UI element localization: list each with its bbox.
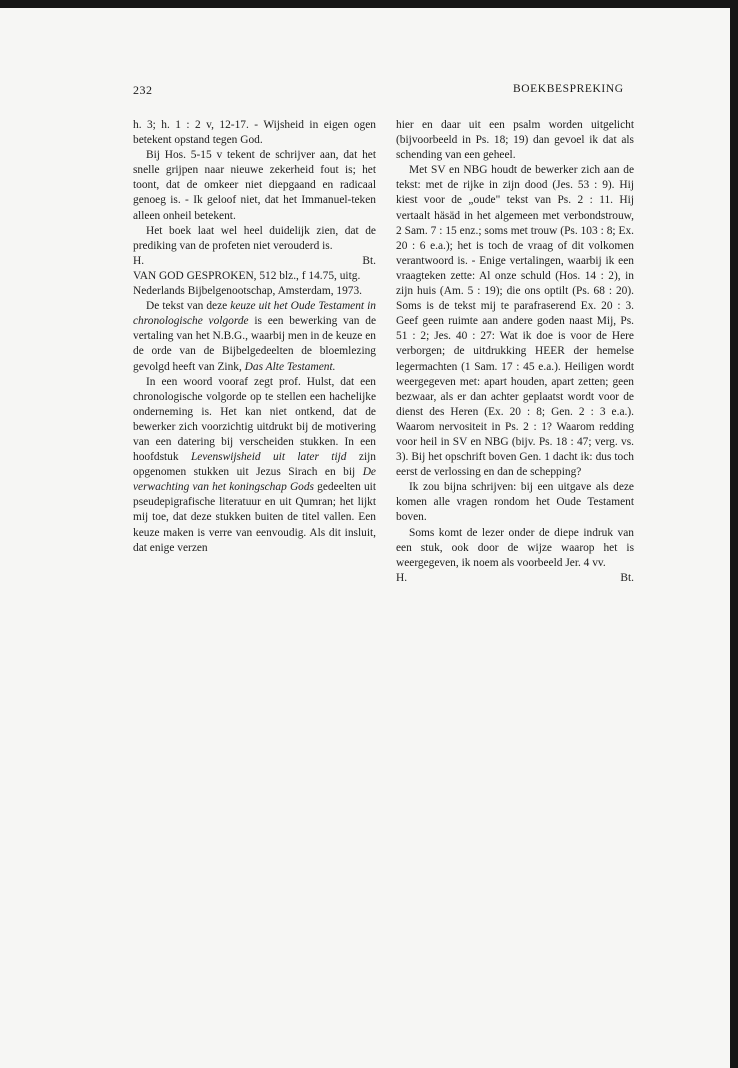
signature-author: Bt. xyxy=(362,254,376,267)
signature-author: Bt. xyxy=(620,571,634,584)
paragraph: Soms komt de lezer onder de diepe indruk van een stuk, ook door de wijze waarop het is weergegeven, ik noem als voorbeeld Jer. 4 vv. xyxy=(396,526,634,569)
review-signature xyxy=(133,254,376,269)
paragraph xyxy=(133,299,376,374)
text-run: is een bewerking van de vertaling van het N.B.G., waarbij men in de keuze en de orde van de Bijbelgedeelten de bloemlezing gevolgd heeft van Zink, xyxy=(133,315,376,373)
paragraph: hier en daar uit een psalm worden uitgelicht (bijvoorbeeld in Ps. 18; 19) dan gevoel ik dat als schending van een geheel. xyxy=(396,119,634,162)
text-run: In een woord vooraf zegt prof. Hulst, dat een chronologische volgorde op te stellen een hachelijke onderneming is. Het kan niet ontkend, dat de bewerker zich voorzichtig uitdrukt bij de motivering van een datering bij verscheiden stukken. In een hoofdstuk xyxy=(133,375,376,464)
book-reference: VAN GOD GESPROKEN, 512 blz., f 14.75, uitg. Nederlands Bijbelgenootschap, Amsterdam, 1973. xyxy=(133,269,363,298)
paragraph xyxy=(133,375,376,556)
scan-border-right xyxy=(730,0,738,1068)
paragraph: Het boek laat wel heel duidelijk zien, dat de prediking van de profeten niet verouderd is. xyxy=(133,224,376,252)
italic-title: Levenswijsheid uit later tijd xyxy=(190,451,347,464)
signature-place: H. xyxy=(133,254,145,267)
paragraph: Ik zou bijna schrijven: bij een uitgave als deze komen alle vragen rondom het Oude Testament boven. xyxy=(396,481,634,524)
text-run: De tekst van deze xyxy=(146,300,231,313)
review-signature xyxy=(396,571,634,586)
text-run: gedeelten uit pseudepigrafische literatuur en uit Qumran; het lijkt mij toe, dat deze stukken buiten de titel vallen. Een keuze maken is verre van eenvoudig. Als dit insluit, dat enige verzen xyxy=(133,481,377,554)
paragraph: Met SV en NBG houdt de bewerker zich aan de tekst: met de rijke in zijn dood (Jes. 53 : 9). Hij kiest voor de „oude" tekst van Ps. 2 : 11. Hij vertaalt häsäd in het algemeen met verbondstrouw, 2 Sam. 7 : 15 enz.; soms met trouw (Ps. 103 : 8; Ex. 20 : 6 e.a.); het is toch de vraag of dit volkomen verantwoord is. - Enige vertalingen, waarbij ik een vraagteken zette: Al onze schuld (Hos. 14 : 2), in zijn huis (Am. 5 : 19); die ons optilt (Ps. 68 : 20). Soms is de tekst mij te parafraserend Ex. 20 : 3. Geef geen ruimte aan andere goden naast Mij, Ps. 51 : 2; Jes. 40 : 27: Wat ik doe is voor de Here verborgen; de uitdrukking HEER der hemelse legermachten (1 Sam. 17 : 45 e.a.). Heiligen wordt weergegeven met: apart houden, apart zetten; geen bezwaar, als er dan achter geplaatst wordt voor de dienst des Heren (Ex. 20 : 8; Gen. 2 : 3 e.a.). Waarom nervositeit in Ps. 2 : 1? Waarom redding voor heil in SV en NBG (bijv. Ps. 18 : 47; verg. vs. 3). Bij het opschrift boven Gen. 1 dacht ik: dus toch eerst de verlossing en dan de schepping? xyxy=(396,164,634,479)
page-number: 232 xyxy=(133,83,153,97)
running-title: BOEKBESPREKING xyxy=(513,83,624,95)
italic-title: keuze uit het Oude Testament in chronologische volgorde xyxy=(133,300,376,328)
paragraph: h. 3; h. 1 : 2 v, 12-17. - Wijsheid in eigen ogen betekent opstand tegen God. xyxy=(133,119,376,147)
right-column xyxy=(396,118,634,586)
scan-border-top xyxy=(0,0,738,8)
signature-place: H. xyxy=(396,571,408,584)
left-column xyxy=(133,118,376,556)
text-run: zijn opgenomen stukken uit Jezus Sirach en bij xyxy=(133,451,376,479)
paragraph: Bij Hos. 5-15 v tekent de schrijver aan, dat het snelle grijpen naar nieuwe zekerheid fout is; het toont, dat de omkeer niet diepgaand en radicaal genoeg is. - Ik geloof niet, dat het Immanuel-teken alleen onheil betekent. xyxy=(133,149,376,222)
italic-title: De verwachting van het koningschap Gods xyxy=(133,466,376,494)
italic-title: Das Alte Testament. xyxy=(244,360,336,373)
